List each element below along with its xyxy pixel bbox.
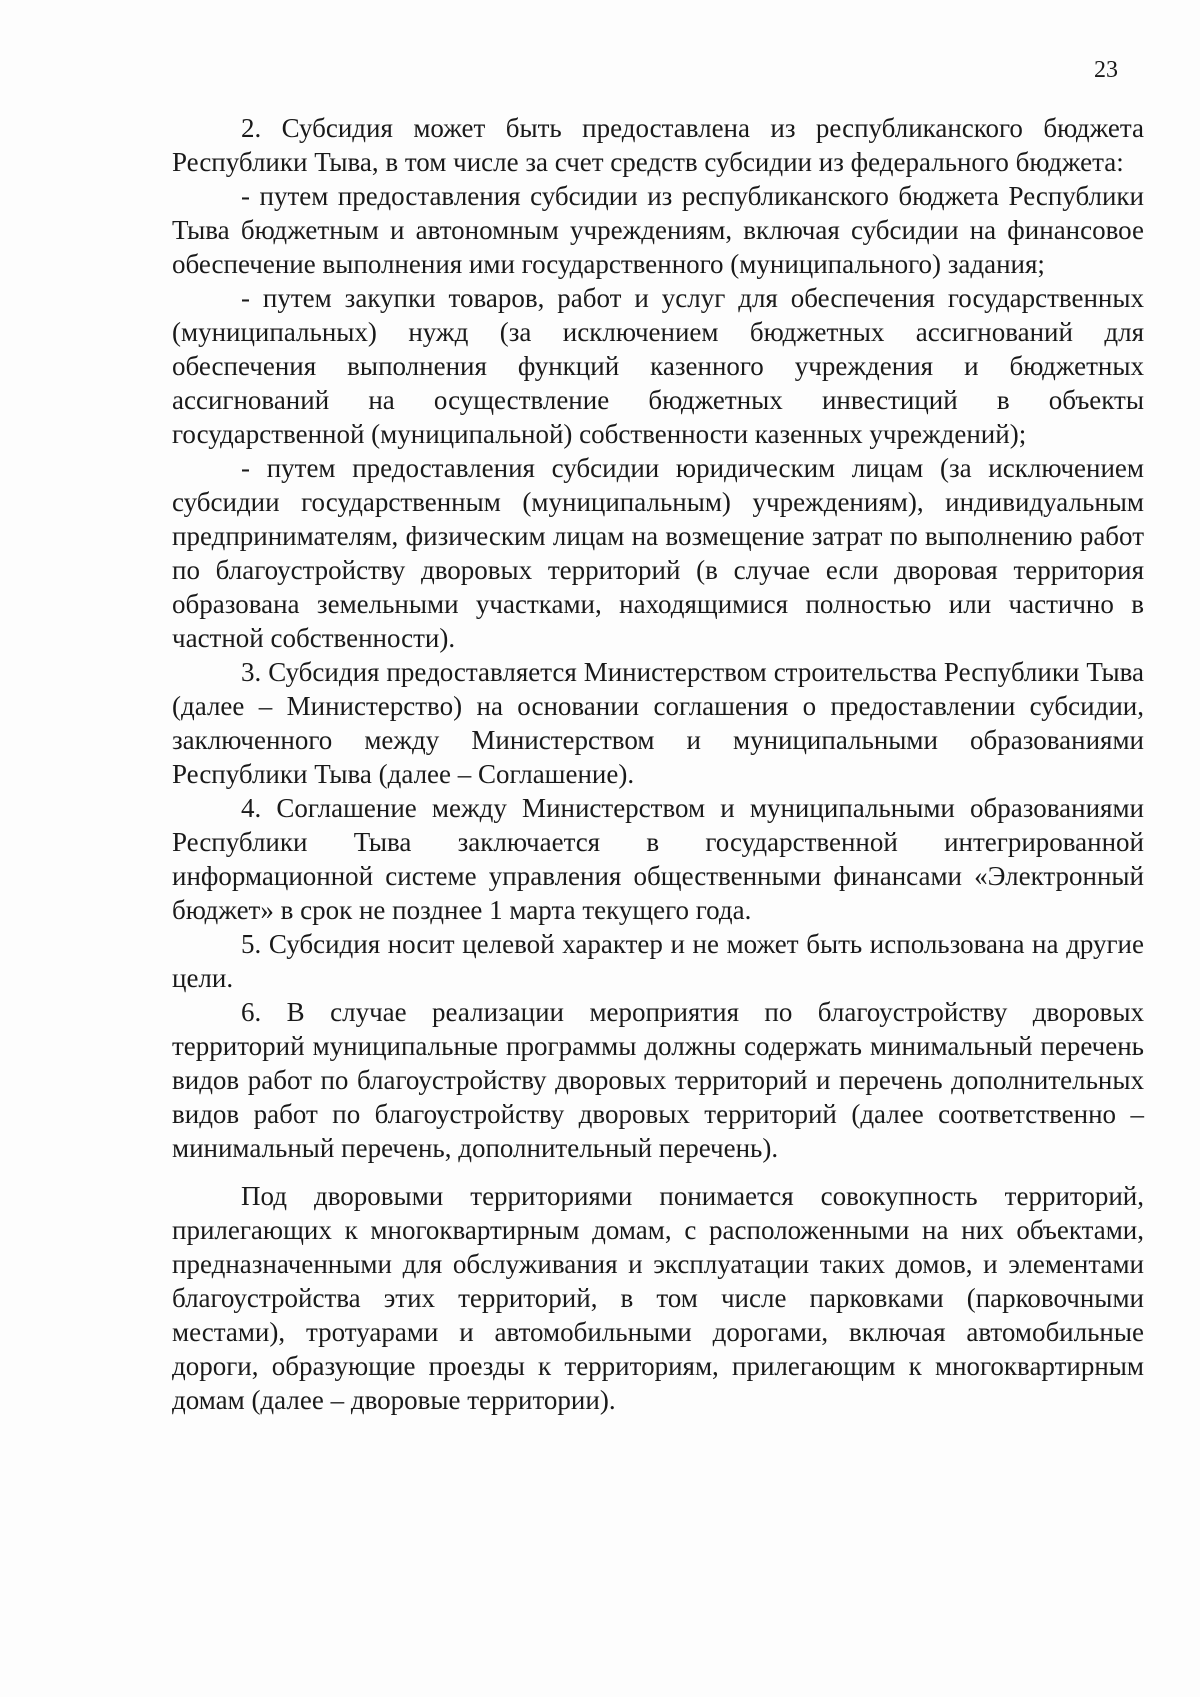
paragraph-item-budget-institutions: - путем предоставления субсидии из республиканского бюджета Республики Тыва бюджетным и автономным учреждениям, включая субсидии на финансовое обеспечение выполнения ими государственного (муниципального) задания; [172, 181, 1144, 279]
paragraph-courtyard-definition: Под дворовыми территориями понимается совокупность территорий, прилегающих к многоквартирным домам, с расположенными на них объектами, предназначенными для обслуживания и эксплуатации таких домов, и элементами благоустройства этих территорий, в том числе парковками (парковочными местами), тротуарами и автомобильными дорогами, включая автомобильные дороги, образующие проезды к территориям, прилегающим к многоквартирным домам (далее – дворовые территории). [172, 1181, 1144, 1415]
document-body [172, 111, 1144, 1417]
paragraph-2-subsidy-sources: 2. Субсидия может быть предоставлена из республиканского бюджета Республики Тыва, в том числе за счет средств субсидии из федерального бюджета: [172, 113, 1144, 177]
paragraph-4-agreement: 4. Соглашение между Министерством и муниципальными образованиями Республики Тыва заключается в государственной интегрированной информационной системе управления общественными финансами «Электронный бюджет» в срок не позднее 1 марта текущего года. [172, 793, 1144, 925]
paragraph-6-municipal-programs: 6. В случае реализации мероприятия по благоустройству дворовых территорий муниципальные программы должны содержать минимальный перечень видов работ по благоустройству дворовых территорий и перечень дополнительных видов работ по благоустройству дворовых территорий (далее соответственно – минимальный перечень, дополнительный перечень). [172, 997, 1144, 1163]
page-number: 23 [1094, 57, 1118, 83]
paragraph-5-target-purpose: 5. Субсидия носит целевой характер и не может быть использована на другие цели. [172, 929, 1144, 993]
paragraph-3-ministry: 3. Субсидия предоставляется Министерством строительства Республики Тыва (далее – Министерство) на основании соглашения о предоставлении субсидии, заключенного между Министерством и муниципальными образованиями Республики Тыва (далее – Соглашение). [172, 657, 1144, 789]
paragraph-item-legal-entities: - путем предоставления субсидии юридическим лицам (за исключением субсидии государственным (муниципальным) учреждениям), индивидуальным предпринимателям, физическим лицам на возмещение затрат по выполнению работ по благоустройству дворовых территорий (в случае если дворовая территория образована земельными участками, находящимися полностью или частично в частной собственности). [172, 453, 1144, 653]
paragraph-item-procurement: - путем закупки товаров, работ и услуг для обеспечения государственных (муниципальных) нужд (за исключением бюджетных ассигнований для обеспечения выполнения функций казенного учреждения и бюджетных ассигнований на осуществление бюджетных инвестиций в объекты государственной (муниципальной) собственности казенных учреждений); [172, 283, 1144, 449]
